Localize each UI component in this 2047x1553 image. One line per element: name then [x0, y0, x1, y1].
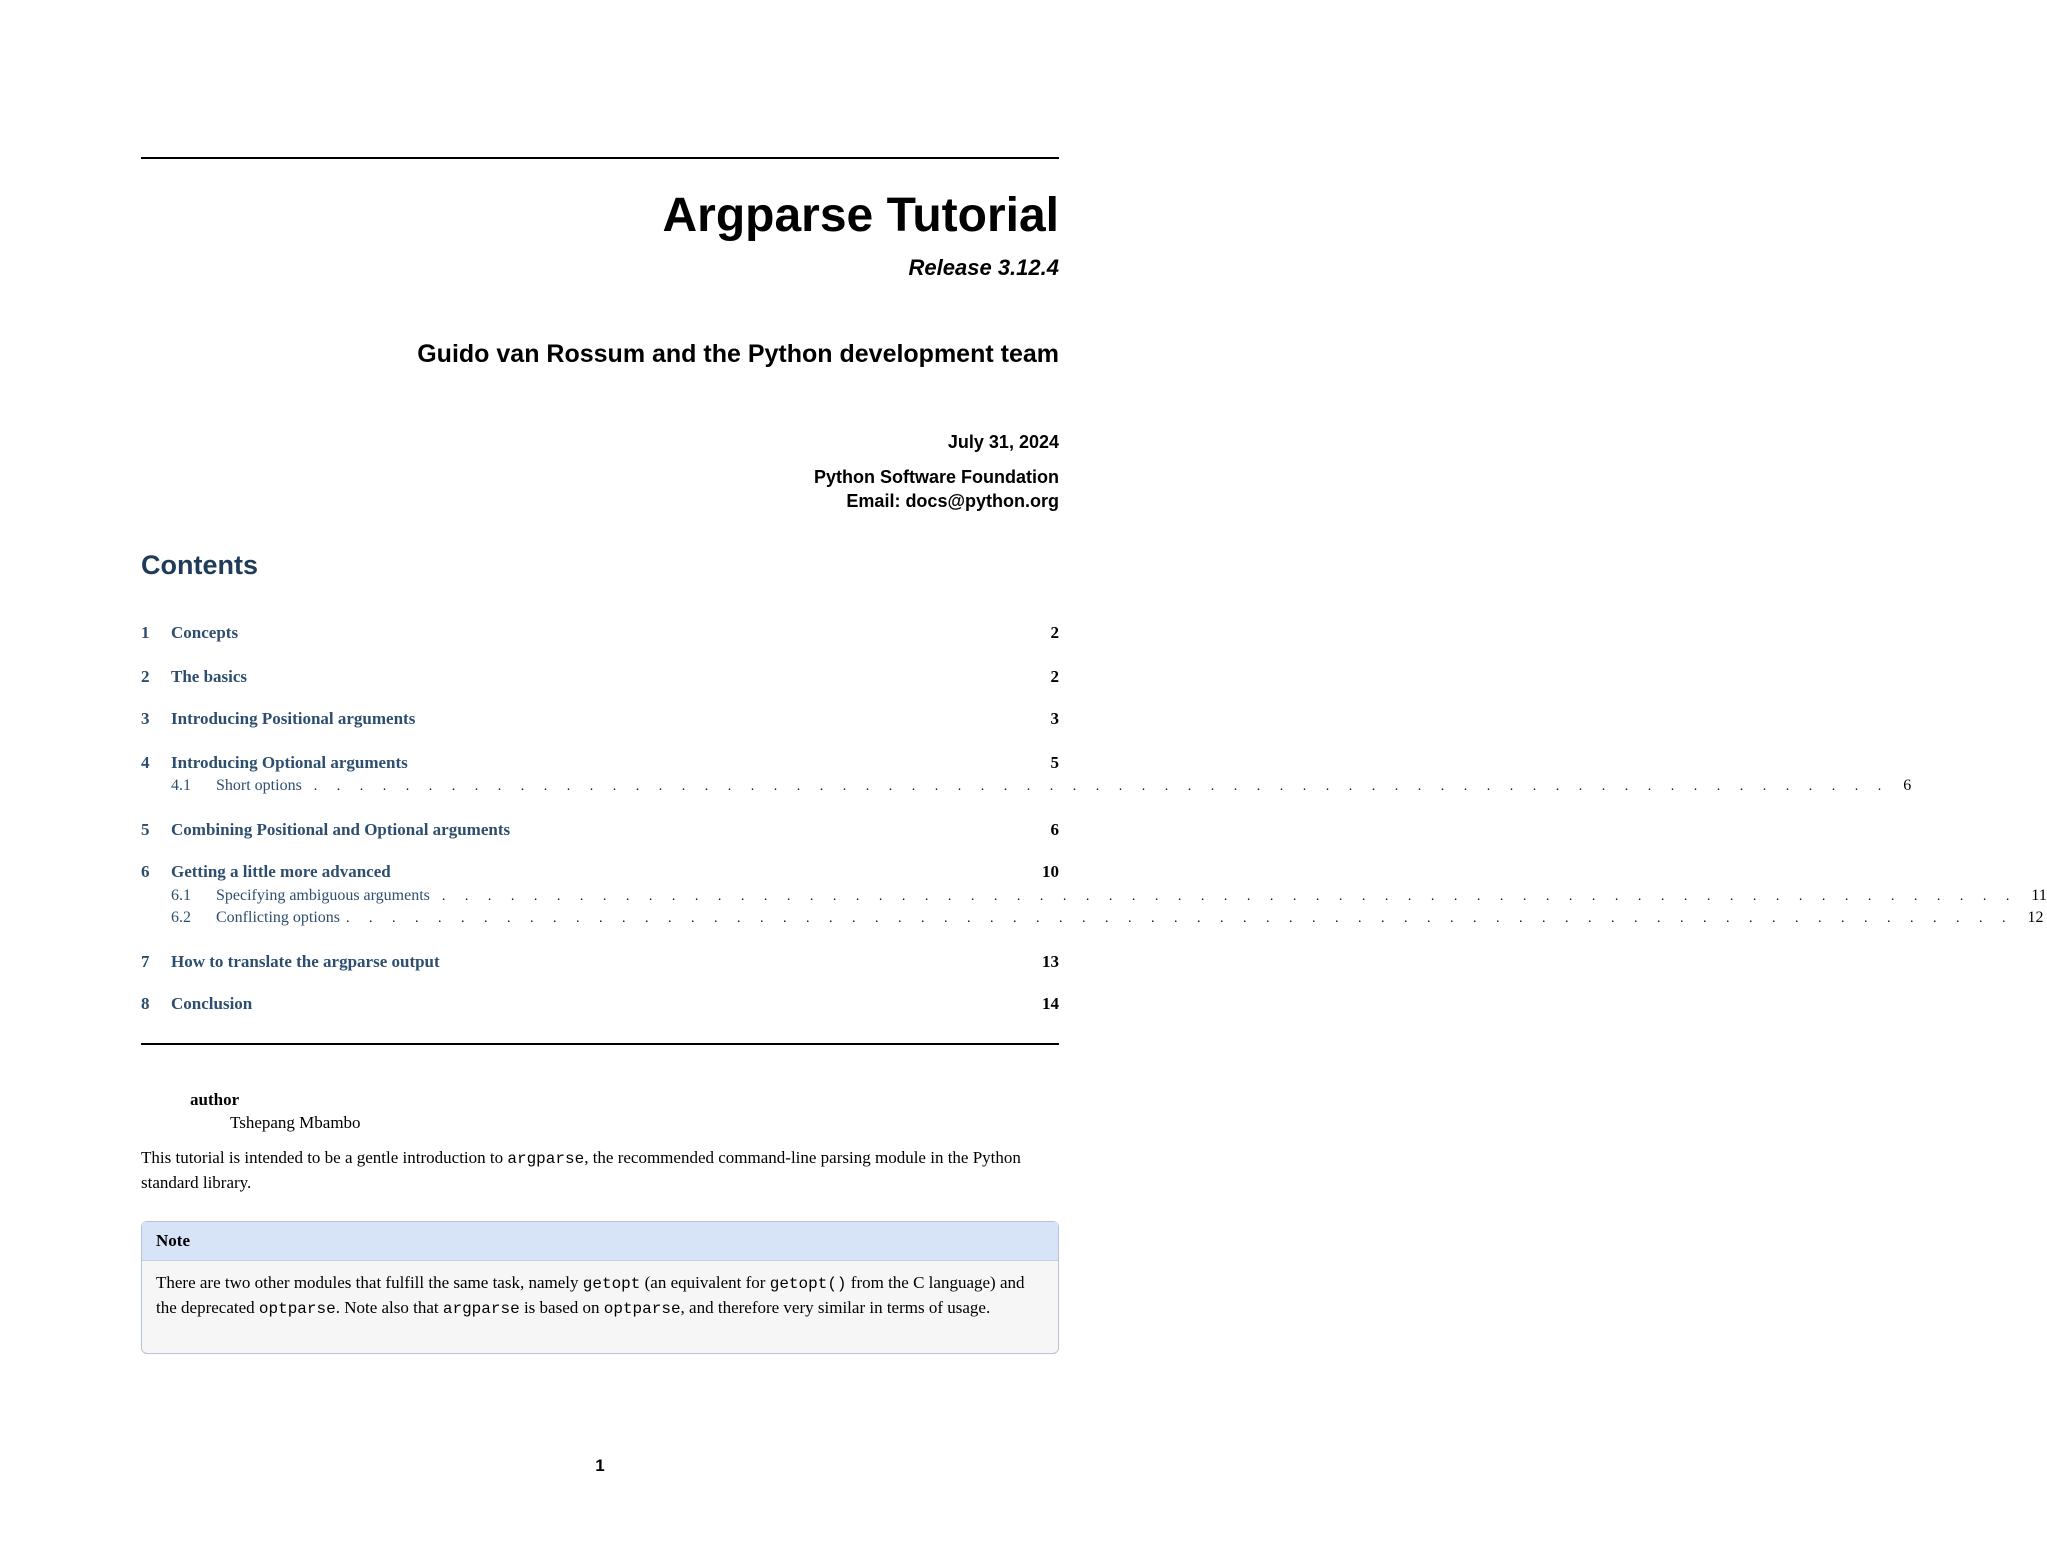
note-text: from the C language) and the deprecated	[156, 1273, 1025, 1317]
toc-number: 1	[141, 623, 150, 642]
toc-entry-more-advanced[interactable]	[141, 861, 1059, 883]
note-text: . Note also that	[335, 1298, 443, 1317]
toc-entry-translate-output[interactable]	[141, 951, 1059, 973]
author-field-value: Tshepang Mbambo	[230, 1113, 361, 1132]
inline-code: optparse	[258, 1300, 336, 1318]
contents-heading: Contents	[141, 550, 258, 580]
toc-leader-dots: . . . . . . . . . . . . . . . . . . . . . . . . . . . . . . . . . . . . . . . . . . . . . . . . . . . . . . . . . . . . . . . . . . . . .	[313, 779, 1890, 794]
toc-entry-short-options[interactable]	[141, 775, 1912, 797]
toc-page: 11	[2031, 887, 2047, 904]
toc-page: 3	[1050, 709, 1059, 728]
toc-entry-conclusion[interactable]	[141, 993, 1059, 1015]
toc-link[interactable]: Concepts	[171, 623, 239, 642]
note-admonition	[141, 1221, 1059, 1354]
toc-leader-dots: . . . . . . . . . . . . . . . . . . . . . . . . . . . . . . . . . . . . . . . . . . . . . . . . . . . . . . . . . . . . . . . . . . . . . . . . .	[346, 911, 2014, 926]
toc-page: 12	[2027, 909, 2044, 926]
note-title: Note	[142, 1222, 1058, 1261]
inline-code: optparse	[603, 1300, 681, 1318]
toc-link[interactable]: Conclusion	[171, 994, 253, 1013]
section-rule	[141, 1043, 1059, 1045]
toc-entry-ambiguous-arguments[interactable]	[141, 885, 2047, 907]
toc-page: 2	[1050, 623, 1059, 642]
page-number: 1	[595, 1456, 605, 1475]
inline-code: getopt	[582, 1275, 641, 1293]
intro-text: , the recommended command-line parsing module in the Python standard library.	[141, 1148, 1021, 1192]
note-body	[142, 1261, 1058, 1321]
release-label: Release 3.12.4	[908, 255, 1059, 280]
toc-link[interactable]: Introducing Optional arguments	[171, 753, 408, 772]
note-text: There are two other modules that fulfill the same task, namely	[156, 1273, 583, 1292]
toc-link[interactable]: Specifying ambiguous arguments	[216, 887, 430, 904]
publication-date: July 31, 2024	[947, 432, 1059, 452]
intro-text: This tutorial is intended to be a gentle introduction to	[141, 1148, 508, 1167]
toc-page: 14	[1042, 994, 1059, 1013]
author-field-label: author	[190, 1090, 240, 1109]
toc-number: 4	[141, 753, 150, 772]
toc-number: 2	[141, 667, 150, 686]
toc-number: 7	[141, 952, 150, 971]
intro-paragraph	[141, 1146, 1059, 1195]
inline-code: getopt()	[769, 1275, 847, 1293]
toc-number: 6.1	[171, 887, 191, 904]
toc-number: 3	[141, 709, 150, 728]
toc-entry-optional-arguments[interactable]	[141, 752, 1059, 774]
toc-entry-concepts[interactable]	[141, 622, 1059, 644]
note-text: , and therefore very similar in terms of usage.	[680, 1298, 991, 1317]
toc-page: 6	[1050, 820, 1059, 839]
authors-line: Guido van Rossum and the Python development team	[417, 340, 1059, 368]
contact-email: Email: docs@python.org	[846, 491, 1059, 511]
top-rule	[141, 157, 1059, 159]
toc-number: 6.2	[171, 909, 191, 926]
organization-name: Python Software Foundation	[814, 467, 1059, 487]
toc-entry-positional-arguments[interactable]	[141, 708, 1059, 730]
toc-page: 5	[1050, 753, 1059, 772]
toc-number: 5	[141, 820, 150, 839]
toc-link[interactable]: The basics	[171, 667, 248, 686]
toc-entry-the-basics[interactable]	[141, 666, 1059, 688]
toc-link[interactable]: Combining Positional and Optional arguments	[171, 820, 511, 839]
toc-entry-combining-arguments[interactable]	[141, 819, 1059, 841]
toc-number: 8	[141, 994, 150, 1013]
toc-link[interactable]: Getting a little more advanced	[171, 862, 391, 881]
toc-entry-conflicting-options[interactable]	[141, 907, 2044, 929]
toc-page: 13	[1042, 952, 1059, 971]
toc-link[interactable]: Introducing Positional arguments	[171, 709, 416, 728]
note-text: (an equivalent for	[640, 1273, 770, 1292]
toc-page: 10	[1042, 862, 1059, 881]
toc-number: 4.1	[171, 777, 191, 794]
inline-code: argparse	[442, 1300, 520, 1318]
toc-page: 6	[1903, 777, 1912, 794]
inline-code: argparse	[507, 1150, 585, 1168]
note-text: is based on	[519, 1298, 604, 1317]
toc-number: 6	[141, 862, 150, 881]
toc-page: 2	[1050, 667, 1059, 686]
toc-link[interactable]: Conflicting options	[216, 909, 340, 926]
toc-leader-dots: . . . . . . . . . . . . . . . . . . . . . . . . . . . . . . . . . . . . . . . . . . . . . . . . . . . . . . . . . . . . . . . . . . . . .	[441, 889, 2018, 904]
toc-link[interactable]: How to translate the argparse output	[171, 952, 440, 971]
toc-link[interactable]: Short options	[216, 777, 302, 794]
document-title: Argparse Tutorial	[662, 189, 1059, 242]
